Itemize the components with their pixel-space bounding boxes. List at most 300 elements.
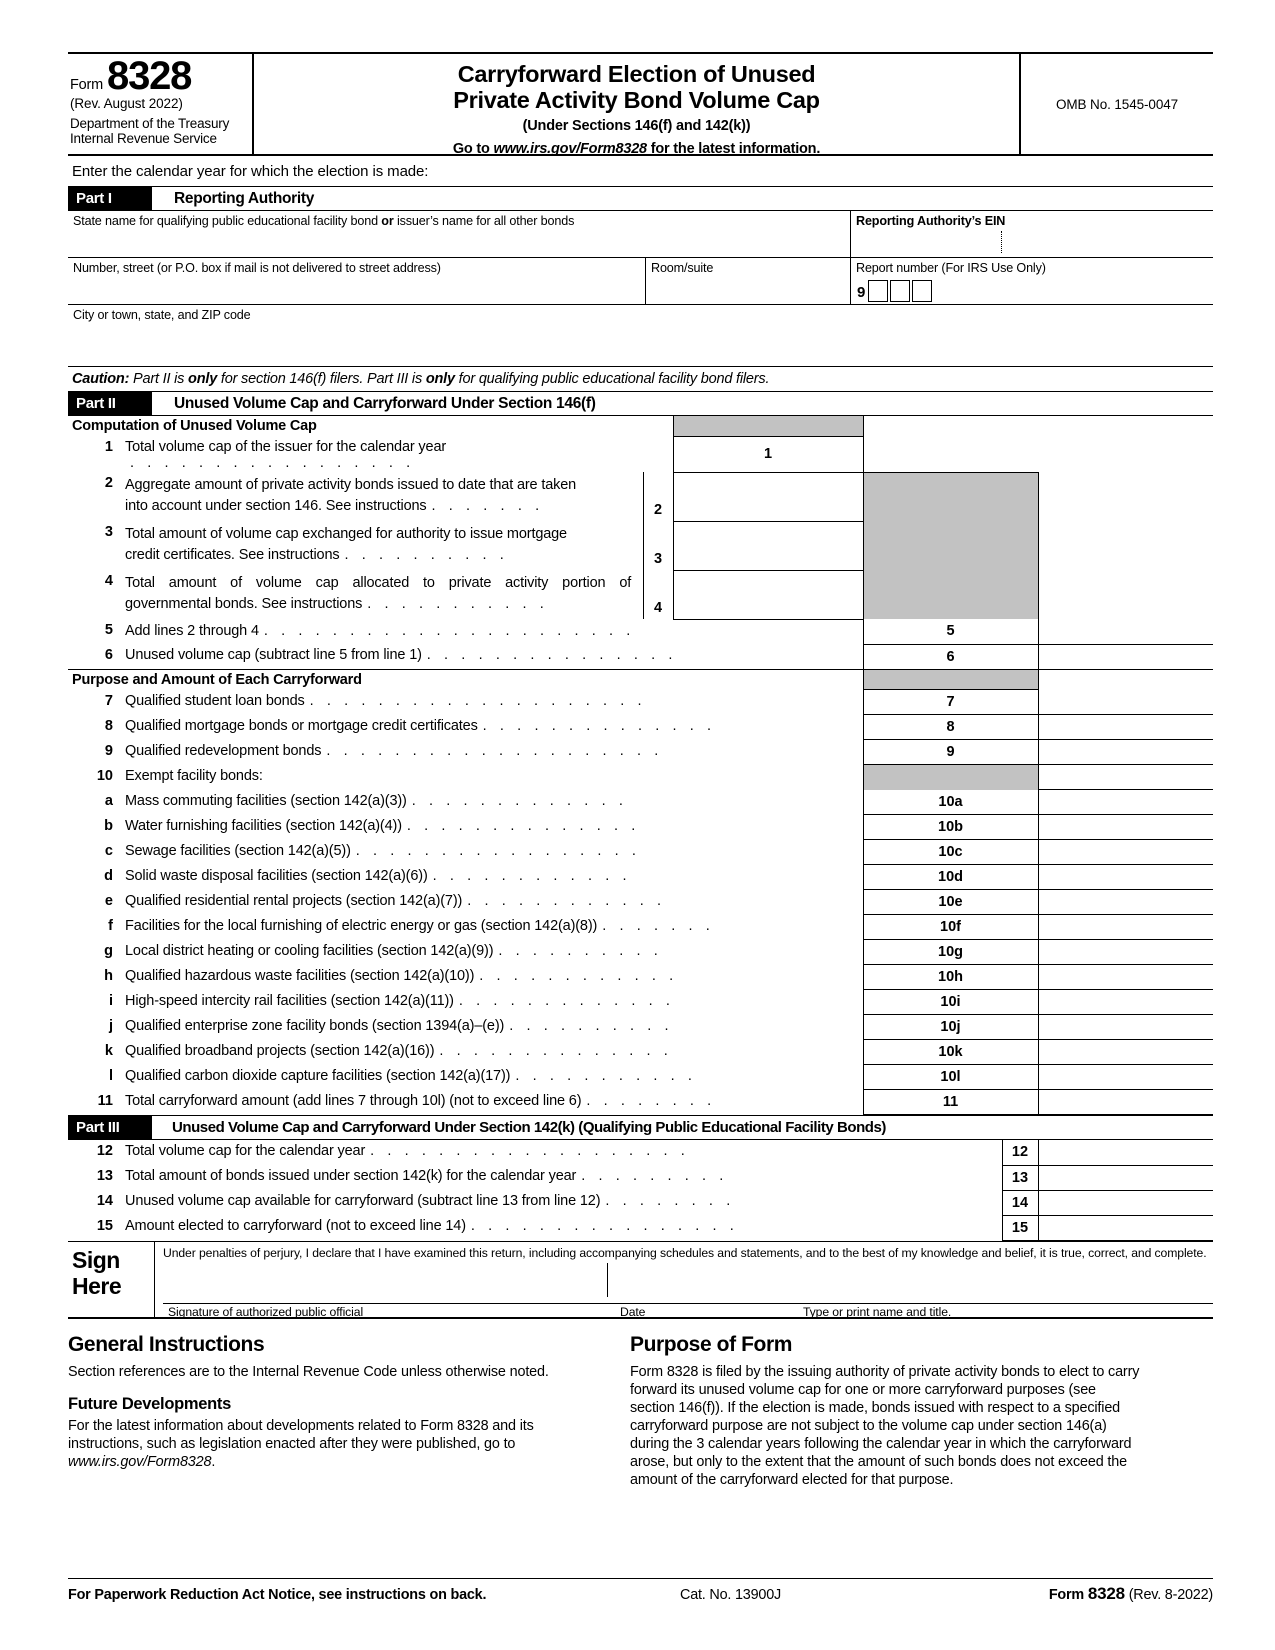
amount-spacer-cell [863, 416, 1038, 436]
table-row [68, 990, 1213, 1015]
leader-dots: . . . . . . . . . . . . . . . . [470, 1218, 739, 1234]
line-10k-description [124, 1040, 863, 1065]
leader-dots: . . . . . . . . . . . . . . . [426, 647, 678, 663]
line-1-description [124, 436, 673, 472]
part-2-tag: Part II [68, 392, 152, 415]
line-12-amount-input[interactable] [1038, 1140, 1213, 1165]
line-4-number: 4 [104, 573, 113, 589]
line-6-description [124, 644, 863, 669]
footer-form-id [933, 1584, 1213, 1604]
line-10f-box-label: 10f [863, 915, 1038, 940]
line-1-number: 1 [104, 439, 113, 455]
line-14-description [124, 1190, 1002, 1215]
general-instructions-heading: General Instructions [68, 1332, 265, 1356]
leader-dots: . . . . . . . . . . . . . . . . . . . [370, 1143, 690, 1159]
line-7-number: 7 [104, 692, 113, 709]
line-10f-text: Facilities for the local furnishing of electric energy or gas (section 142(a)(8)) [125, 917, 598, 934]
line-11-amount-input[interactable] [1038, 1090, 1213, 1115]
line-10a-amount-input[interactable] [1038, 790, 1213, 815]
line-3-text-b: credit certificates. See instructions [125, 546, 340, 563]
future-developments-heading: Future Developments [68, 1394, 231, 1413]
form-subtitle: (Under Sections 146(f) and 142(k)) [522, 117, 751, 134]
line-8-description [124, 715, 863, 740]
leader-dots: . . . . . . . . . . . . . . . . . . . . [309, 692, 647, 709]
line-10l-box-label: 10l [863, 1065, 1038, 1090]
department-block [70, 116, 246, 147]
sign-here-line-1: Sign [72, 1246, 120, 1273]
table-row [68, 1090, 1213, 1115]
footer-form-number: 8328 [1087, 1584, 1125, 1603]
report-number-boxes[interactable] [857, 280, 932, 302]
part1-row-street-report [68, 258, 1213, 305]
line-10e-description [124, 890, 863, 915]
table-row [68, 965, 1213, 990]
line-10i-description [124, 990, 863, 1015]
leader-dots: . . . . . . . [431, 497, 544, 514]
line-7-amount-input[interactable] [1038, 690, 1213, 715]
line-7-text: Qualified student loan bonds [125, 692, 305, 709]
amount-spacer-cell [1038, 669, 1213, 690]
goto-suffix: for the latest information. [646, 140, 821, 157]
line-11-number: 11 [97, 1092, 113, 1109]
line-10c-text: Sewage facilities (section 142(a)(5)) [125, 842, 351, 859]
table-row [68, 436, 1213, 472]
line-10b-number: b [104, 817, 113, 834]
leader-dots: . . . . . . . . . . . [515, 1067, 697, 1084]
line-6-box-label: 6 [863, 644, 1038, 669]
line-13-amount-input[interactable] [1038, 1165, 1213, 1190]
leader-dots: . . . . . . . . . [581, 1168, 728, 1184]
line-15-description [124, 1215, 1002, 1240]
part-3-title: Unused Volume Cap and Carryforward Under Section 142(k) (Qualifying Public Educational Facility Bonds) [172, 1119, 886, 1136]
table-row [68, 521, 1213, 570]
catalog-number: Cat. No. 13900J [680, 1587, 781, 1603]
line-12-description [124, 1140, 1002, 1165]
sign-here-label [68, 1242, 154, 1317]
line-10l-amount-input[interactable] [1038, 1065, 1213, 1090]
line-12-text: Total volume cap for the calendar year [125, 1143, 366, 1159]
form-revision: (Rev. August 2022) [70, 95, 183, 111]
leader-dots: . . . . . . . . . . . . . . . . . [355, 842, 641, 859]
line-10-number: 10 [96, 767, 113, 784]
table-row [68, 619, 1213, 644]
line-6-amount-input[interactable] [1038, 644, 1213, 669]
line-1-text: Total volume cap of the issuer for the calendar year [125, 439, 447, 455]
future-developments-text [68, 1417, 580, 1471]
line-10l-text: Qualified carbon dioxide capture facilities (section 142(a)(17)) [125, 1067, 511, 1084]
caution-text-2: for section 146(f) filers. Part III is [217, 371, 426, 387]
report-digit-box-2[interactable] [890, 280, 910, 302]
signature-caption: Signature of authorized public official [168, 1304, 364, 1319]
line-10k-text: Qualified broadband projects (section 142(a)(16)) [125, 1042, 435, 1059]
line-10-description [124, 765, 863, 790]
table-row [68, 1215, 1213, 1240]
room-caption: Room/suite [651, 261, 714, 275]
part-3-lines-table [68, 1140, 1213, 1241]
form-label: Form [70, 77, 104, 93]
line-10k-number: k [104, 1042, 113, 1059]
line-10h-amount-input[interactable] [1038, 965, 1213, 990]
leader-dots: . . . . . . . . . . . . [432, 867, 632, 884]
gray-spacer-cell [863, 669, 1038, 690]
part2-subhead-computation-row [68, 416, 1213, 436]
line-3-text-a: Total amount of volume cap exchanged for authority to issue mortgage [125, 526, 567, 542]
line-4-text-a: Total amount of volume cap allocated to private activity portion of [125, 575, 632, 591]
instructions-left-column [68, 1333, 580, 1492]
gray-spacer-cell [863, 521, 1038, 570]
form-identity-block [68, 54, 254, 154]
line-10d-amount-input[interactable] [1038, 865, 1213, 890]
calendar-year-prompt: Enter the calendar year for which the election is made: [72, 163, 429, 180]
line-10b-box-label: 10b [863, 815, 1038, 840]
line-8-amount-input[interactable] [1038, 715, 1213, 740]
line-10k-box-label: 10k [863, 1040, 1038, 1065]
line-3-number: 3 [104, 524, 113, 540]
line-10f-amount-input[interactable] [1038, 915, 1213, 940]
line-10c-description [124, 840, 863, 865]
perjury-statement: Under penalties of perjury, I declare that I have examined this return, including accompanying schedules and statements, and to the best of my knowledge and belief, it is true, correct, and complete. [163, 1245, 1207, 1260]
line-15-text: Amount elected to carryforward (not to exceed line 14) [125, 1218, 466, 1234]
printed-name-caption: Type or print name and title. [803, 1304, 952, 1319]
line-10l-description [124, 1065, 863, 1090]
table-row [68, 1190, 1213, 1215]
line-10h-text: Qualified hazardous waste facilities (section 142(a)(10)) [125, 967, 475, 984]
line-10c-box-label: 10c [863, 840, 1038, 865]
table-row [68, 472, 1213, 521]
ein-caption: Reporting Authority’s EIN [856, 214, 1006, 228]
table-row [68, 1140, 1213, 1165]
leader-dots: . . . . . . . . . . . . . . . . . . . . [326, 742, 663, 759]
line-5-box-label: 5 [863, 619, 1038, 644]
issuer-name-caption [73, 214, 846, 228]
leader-dots: . . . . . . . . . . . . . [458, 992, 675, 1009]
line-2-number: 2 [104, 475, 113, 491]
future-developments-text-pre: For the latest information about developments related to Form 8328 and its instructions, such as legislation enacted after they were published, go to [68, 1417, 534, 1452]
part-1-banner [68, 186, 1213, 211]
line-10b-text: Water furnishing facilities (section 142(a)(4)) [125, 817, 402, 834]
leader-dots: . . . . . . . . . . . . . . . . . [130, 455, 415, 471]
street-caption: Number, street (or P.O. box if mail is not delivered to street address) [73, 261, 441, 275]
line-10e-amount-input[interactable] [1038, 890, 1213, 915]
omb-number: OMB No. 1545-0047 [1055, 96, 1179, 112]
date-field[interactable] [615, 1273, 798, 1317]
signature-field[interactable] [163, 1273, 615, 1317]
line-10i-amount-input[interactable] [1038, 990, 1213, 1015]
part-3-banner [68, 1115, 1213, 1140]
report-number-prefix: 9 [857, 284, 866, 301]
line-14-box-label: 14 [1002, 1190, 1038, 1215]
part-2-banner [68, 391, 1213, 416]
leader-dots: . . . . . . . [602, 917, 715, 934]
line-10k-amount-input[interactable] [1038, 1040, 1213, 1065]
caution-bold-2: only [425, 371, 455, 387]
table-row [68, 865, 1213, 890]
line-14-amount-input[interactable] [1038, 1190, 1213, 1215]
line-10f-description [124, 915, 863, 940]
part-2-title: Unused Volume Cap and Carryforward Under Section 146(f) [174, 394, 596, 412]
line-5-number: 5 [104, 622, 113, 638]
line-9-number: 9 [104, 742, 113, 759]
table-row [68, 790, 1213, 815]
line-10i-box-label: 10i [863, 990, 1038, 1015]
date-caption: Date [620, 1304, 646, 1319]
caution-bold-1: only [188, 371, 218, 387]
leader-dots: . . . . . . . . [586, 1092, 716, 1109]
line-15-amount-input[interactable] [1038, 1215, 1213, 1240]
line-10j-description [124, 1015, 863, 1040]
form-number: 8328 [107, 54, 192, 98]
form-number-row [70, 54, 246, 98]
ein-field[interactable] [851, 211, 1213, 257]
part-1-tag: Part I [68, 187, 152, 210]
leader-dots: . . . . . . . . . . . . . . . . . . . . . . [263, 622, 635, 639]
line-5-amount-input[interactable] [1038, 619, 1213, 644]
leader-dots: . . . . . . . . [605, 1193, 735, 1209]
part1-row-name-ein [68, 211, 1213, 258]
line-10g-box-label: 10g [863, 940, 1038, 965]
sign-here-line-2: Here [72, 1273, 122, 1300]
line-10d-text: Solid waste disposal facilities (section 142(a)(6)) [125, 867, 428, 884]
gray-spacer-cell [673, 416, 863, 436]
general-instructions-intro: Section references are to the Internal Revenue Code unless otherwise noted. [68, 1363, 549, 1380]
line-10b-description [124, 815, 863, 840]
table-row [68, 715, 1213, 740]
line-13-description [124, 1165, 1002, 1190]
line-9-text: Qualified redevelopment bonds [125, 742, 322, 759]
issuer-name-field[interactable] [68, 211, 851, 257]
table-row [68, 1165, 1213, 1190]
table-row [68, 690, 1213, 715]
leader-dots: . . . . . . . . . . [509, 1017, 674, 1034]
gray-spacer-cell [863, 765, 1038, 790]
line-10j-box-label: 10j [863, 1015, 1038, 1040]
line-10i-text: High-speed intercity rail facilities (section 142(a)(11)) [125, 992, 454, 1009]
line-4-box-label: 4 [643, 570, 673, 619]
line-1-amount-input[interactable] [863, 436, 1038, 472]
signature-lines [163, 1273, 1213, 1317]
leader-dots: . . . . . . . . . . [344, 546, 509, 563]
report-digit-box-3[interactable] [912, 280, 932, 302]
line-10e-number: e [104, 892, 113, 909]
line-10b-amount-input[interactable] [1038, 815, 1213, 840]
goto-prefix: Go to [452, 140, 494, 157]
form-goto-line [260, 141, 1013, 157]
city-caption: City or town, state, and ZIP code [73, 308, 251, 322]
table-row [68, 890, 1213, 915]
line-2-text-b: into account under section 146. See instructions [125, 497, 427, 514]
line-10i-number: i [108, 992, 113, 1009]
page-footer [68, 1578, 1213, 1604]
line-10h-description [124, 965, 863, 990]
report-number-field[interactable] [851, 258, 1213, 304]
line-2-amount-input[interactable] [673, 472, 863, 521]
line-10a-box-label: 10a [863, 790, 1038, 815]
line-10l-number: l [108, 1067, 113, 1084]
line-6-number: 6 [68, 644, 124, 669]
issuer-name-caption-post: issuer’s name for all other bonds [393, 214, 575, 228]
part2-subhead-purpose-row [68, 669, 1213, 690]
line-11-text: Total carryforward amount (add lines 7 through 10l) (not to exceed line 6) [125, 1092, 582, 1109]
table-row [68, 840, 1213, 865]
line-7-description [124, 690, 863, 715]
table-row [68, 740, 1213, 765]
line-4-description [124, 570, 643, 619]
line-15-number: 15 [96, 1218, 113, 1234]
line-15-box-label: 15 [1002, 1215, 1038, 1240]
instructions-right-column [630, 1333, 1142, 1492]
line-10f-number: f [108, 917, 113, 934]
line-3-amount-input[interactable] [673, 521, 863, 570]
line-11-box-label: 11 [863, 1090, 1038, 1115]
line-4-amount-input[interactable] [673, 570, 863, 619]
line-10g-text: Local district heating or cooling facilities (section 142(a)(9)) [125, 942, 494, 959]
department-line-1: Department of the Treasury [70, 115, 230, 131]
leader-dots: . . . . . . . . . . . . . [411, 792, 628, 809]
line-10-text: Exempt facility bonds: [125, 767, 263, 784]
leader-dots: . . . . . . . . . . . . [467, 892, 666, 909]
part-2-lines-table [68, 416, 1213, 1115]
line-10j-text: Qualified enterprise zone facility bonds (section 1394(a)–(e)) [125, 1017, 505, 1034]
part1-row-city [68, 305, 1213, 337]
line-10j-number: j [108, 1017, 113, 1034]
issuer-name-caption-or: or [381, 214, 394, 228]
gray-spacer-cell [863, 570, 1038, 619]
future-developments-url[interactable]: www.irs.gov/Form8328 [68, 1453, 212, 1470]
line-2-box-label: 2 [643, 472, 673, 521]
line-10g-description [124, 940, 863, 965]
caution-text-3: for qualifying public educational facility bond filers. [454, 371, 770, 387]
city-state-zip-field[interactable] [68, 305, 1213, 337]
line-13-number: 13 [96, 1168, 113, 1184]
line-4-text-b: governmental bonds. See instructions [125, 595, 363, 612]
table-row [68, 1015, 1213, 1040]
signature-body [154, 1242, 1213, 1317]
paperwork-notice: For Paperwork Reduction Act Notice, see instructions on back. [68, 1587, 487, 1603]
leader-dots: . . . . . . . . . . [498, 942, 663, 959]
line-10g-amount-input[interactable] [1038, 940, 1213, 965]
goto-url[interactable]: www.irs.gov/Form8328 [493, 140, 647, 157]
line-10a-text: Mass commuting facilities (section 142(a)(3)) [125, 792, 407, 809]
signature-section [68, 1241, 1213, 1319]
form-header [68, 52, 1213, 156]
table-row [68, 570, 1213, 619]
purpose-of-form-text: Form 8328 is filed by the issuing authority of private activity bonds to elect to carry forward its unused volume cap for one or more carryforward purposes (see section 146(f)). If the election is made, bonds issued with respect to a specified carryforward purpose are not subject to the volume cap under section 146(a) during the 3 calendar years following the calendar year in which the carryforward arose, but only to the extent that the amount of such bonds does not exceed the amount of the carryforward elected for that purpose. [630, 1363, 1140, 1489]
line-2-text-a: Aggregate amount of private activity bonds issued to date that are taken [125, 477, 577, 493]
line-5-text: Add lines 2 through 4 [125, 622, 259, 639]
caution-text-1: Part II is [129, 371, 189, 387]
line-8-text: Qualified mortgage bonds or mortgage credit certificates [125, 717, 478, 734]
leader-dots: . . . . . . . . . . . . . . [406, 817, 640, 834]
gray-spacer-cell [863, 472, 1038, 521]
leader-dots: . . . . . . . . . . . [367, 595, 549, 612]
printed-name-field[interactable] [798, 1273, 1213, 1317]
table-row [68, 765, 1213, 790]
department-line-2: Internal Revenue Service [70, 131, 217, 147]
line-10j-amount-input[interactable] [1038, 1015, 1213, 1040]
table-row [68, 940, 1213, 965]
line-10a-number: a [104, 792, 113, 809]
caution-label: Caution: [72, 371, 130, 387]
footer-form-label: Form [1048, 1587, 1085, 1603]
part-1-title: Reporting Authority [174, 189, 315, 207]
form-title-line-1: Carryforward Election of Unused [457, 61, 816, 87]
line-10c-number: c [104, 842, 113, 859]
amount-spacer-cell [1038, 521, 1213, 570]
street-address-field[interactable] [68, 258, 646, 304]
part2-subhead-purpose: Purpose and Amount of Each Carryforward [72, 671, 362, 688]
part-3-tag: Part III [68, 1116, 152, 1139]
line-12-box-label: 12 [1002, 1140, 1038, 1165]
line-7-box-label: 7 [863, 690, 1038, 715]
line-13-text: Total amount of bonds issued under section 142(k) for the calendar year [125, 1168, 577, 1184]
line-12-number: 12 [96, 1143, 113, 1159]
line-11-description [124, 1090, 863, 1115]
line-5-description [124, 619, 863, 644]
line-10a-description [124, 790, 863, 815]
amount-spacer-cell [1038, 472, 1213, 521]
amount-spacer-cell [1038, 570, 1213, 619]
line-10g-number: g [104, 942, 113, 959]
line-9-amount-input[interactable] [1038, 740, 1213, 765]
instructions-section [68, 1319, 1213, 1492]
line-14-text: Unused volume cap available for carryforward (subtract line 13 from line 12) [125, 1193, 601, 1209]
line-10d-box-label: 10d [863, 865, 1038, 890]
purpose-of-form-heading: Purpose of Form [630, 1332, 793, 1356]
table-row [68, 915, 1213, 940]
line-9-description [124, 740, 863, 765]
line-2-description [124, 472, 643, 521]
footer-form-rev: (Rev. 8-2022) [1128, 1587, 1213, 1603]
line-13-box-label: 13 [1002, 1165, 1038, 1190]
line-14-number: 14 [96, 1193, 113, 1209]
line-10-amount-blank [1038, 765, 1213, 790]
table-row [68, 1065, 1213, 1090]
line-10d-number: d [104, 867, 113, 884]
line-3-description [124, 521, 643, 570]
leader-dots: . . . . . . . . . . . . . . [482, 717, 716, 734]
line-10h-number: h [104, 967, 113, 984]
omb-block [1021, 54, 1213, 154]
room-suite-field[interactable] [646, 258, 851, 304]
line-8-box-label: 8 [863, 715, 1038, 740]
issuer-name-caption-pre: State name for qualifying public educational facility bond [73, 214, 382, 228]
line-10e-text: Qualified residential rental projects (section 142(a)(7)) [125, 892, 463, 909]
line-10h-box-label: 10h [863, 965, 1038, 990]
leader-dots: . . . . . . . . . . . . . . [439, 1042, 673, 1059]
caution-note [68, 366, 1213, 391]
leader-dots: . . . . . . . . . . . . [479, 967, 678, 984]
table-row [68, 1040, 1213, 1065]
line-3-box-label: 3 [643, 521, 673, 570]
form-title-line-2: Private Activity Bond Volume Cap [453, 87, 820, 114]
line-8-number: 8 [104, 717, 113, 734]
table-row [68, 815, 1213, 840]
line-9-box-label: 9 [863, 740, 1038, 765]
report-digit-box-1[interactable] [868, 280, 888, 302]
part2-subhead-computation: Computation of Unused Volume Cap [72, 418, 317, 434]
line-10d-description [124, 865, 863, 890]
line-10e-box-label: 10e [863, 890, 1038, 915]
report-number-caption: Report number (For IRS Use Only) [856, 261, 1046, 275]
line-10c-amount-input[interactable] [1038, 840, 1213, 865]
line-6-text: Unused volume cap (subtract line 5 from line 1) [125, 647, 422, 663]
ein-dotted-divider [1001, 231, 1002, 253]
part1-spacer [68, 337, 1213, 366]
form-title-block [254, 54, 1021, 157]
line-1-box-label: 1 [673, 436, 863, 472]
future-developments-text-post: . [211, 1453, 216, 1470]
table-row [68, 644, 1213, 669]
